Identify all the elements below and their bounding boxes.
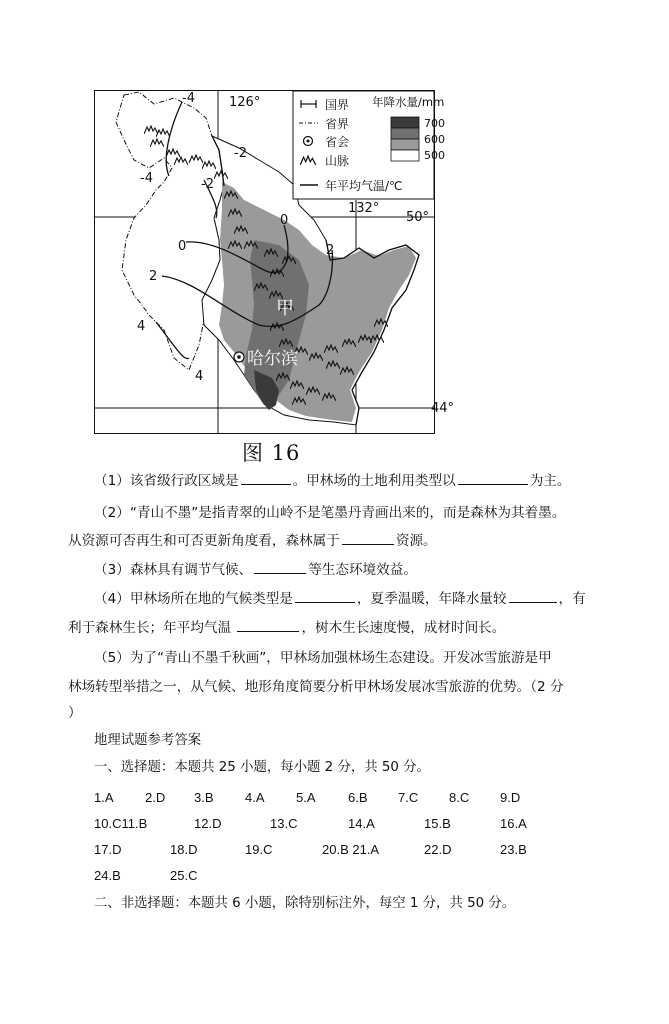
answer-item: 16.A: [500, 816, 527, 831]
legend-precip-600: 600: [424, 133, 445, 146]
answer-item: 12.D: [194, 816, 222, 831]
answer-blank[interactable]: [509, 588, 557, 603]
place-label-jia: 甲: [276, 298, 294, 319]
question-1-text-b: 。甲林场的土地利用类型以: [292, 473, 456, 489]
figure-caption: 图 16: [242, 441, 301, 465]
answer-blank[interactable]: [295, 588, 355, 603]
question-4-text-d: 利于森林生长；年平均气温: [68, 620, 236, 636]
answer-item: 4.A: [245, 790, 265, 805]
answer-row-2: [0, 816, 669, 834]
province-map: [94, 90, 454, 434]
question-3-text-a: （3）森林具有调节气候、: [94, 562, 253, 578]
isotherm-label-b: -2: [234, 146, 247, 161]
answer-item: 24.B: [94, 868, 121, 883]
answer-key-section-2: 二、非选择题：本题共 6 小题，除特别标注外，每空 1 分，共 50 分。: [94, 896, 516, 911]
question-1: [94, 470, 571, 492]
isotherm-label-d: -2: [201, 177, 214, 192]
answer-item: 13.C: [270, 816, 298, 831]
question-5-line-1: （5）为了“青山不墨千秋画”，甲林场加强林场生态建设。开发冰雪旅游是甲: [94, 650, 552, 666]
question-4-text-a: （4）甲林场所在地的气候类型是: [94, 591, 293, 607]
question-5-line-2: 林场转型举措之一，从气候、地形角度简要分析甲林场发展冰雪旅游的优势。（2 分: [68, 679, 564, 695]
answer-item: 10.C11.B: [94, 816, 148, 831]
answer-row-4: [0, 868, 669, 886]
question-2-line-1: （2）“青山不墨”是指青翠的山岭不是笔墨丹青画出来的，而是森林为其着墨。: [94, 505, 566, 521]
isotherm-label-f: 0: [178, 239, 187, 254]
lon-label-126: 126°: [229, 95, 261, 110]
question-2-line-2: [68, 530, 437, 552]
answer-key-title: 地理试题参考答案: [94, 733, 202, 748]
answer-item: 17.D: [94, 842, 122, 857]
isotherm-label-h: 2: [149, 269, 158, 284]
answer-item: 14.A: [348, 816, 375, 831]
answer-item: 22.D: [424, 842, 452, 857]
answer-item: 18.D: [170, 842, 198, 857]
legend-capital-label: 省会: [325, 135, 350, 149]
answer-row-1: [0, 790, 669, 808]
isotherm-label-a: -4: [182, 91, 195, 106]
question-4-line-1: [94, 588, 586, 610]
question-3: [94, 559, 417, 581]
question-4-text-e: ，树木生长速度慢，成材时间长。: [301, 620, 506, 636]
isotherm-label-i: 4: [137, 319, 146, 334]
map-svg: [94, 90, 454, 434]
answer-key-section-1: 一、选择题：本题共 25 小题，每小题 2 分，共 50 分。: [94, 760, 430, 775]
answer-blank[interactable]: [237, 617, 299, 632]
isotherm-label-g: 2: [326, 243, 335, 258]
answer-blank[interactable]: [342, 530, 394, 545]
legend-precip-500: 500: [424, 149, 445, 162]
answer-row-3: [0, 842, 669, 860]
answer-item: 5.A: [296, 790, 316, 805]
question-3-text-b: 等生态环境效益。: [308, 562, 417, 578]
lat-label-44: 44°: [430, 401, 454, 416]
lon-label-132: 132°: [348, 201, 380, 216]
question-4-text-b: ，夏季温暖，年降水量较: [356, 591, 507, 607]
question-2-text-b: 资源。: [395, 533, 437, 549]
answer-blank[interactable]: [254, 559, 306, 574]
answer-item: 8.C: [449, 790, 470, 805]
legend-isotherm-label: 年平均气温/℃: [325, 179, 403, 193]
question-1-text-c: 为主。: [529, 473, 571, 489]
question-2-text-a: 从资源可否再生和可否更新角度看，森林属于: [68, 533, 340, 549]
question-1-text-a: （1）该省级行政区域是: [94, 473, 239, 489]
answer-item: 15.B: [424, 816, 451, 831]
legend-country-border-label: 国界: [325, 98, 350, 112]
lat-label-50: 50°: [405, 210, 429, 225]
question-4-text-c: ，有: [558, 591, 586, 607]
answer-item: 23.B: [500, 842, 527, 857]
legend-province-border-label: 省界: [325, 117, 350, 131]
answer-item: 20.B 21.A: [322, 842, 380, 857]
legend-precip-title: 年降水量/mm: [372, 95, 445, 109]
place-label-harbin: 哈尔滨: [247, 349, 298, 369]
isotherm-label-j: 4: [195, 369, 204, 384]
harbin-capital-symbol: [234, 352, 244, 362]
answer-item: 6.B: [348, 790, 368, 805]
answer-blank[interactable]: [241, 470, 291, 485]
isotherm-label-e: 0: [280, 213, 289, 228]
answer-item: 2.D: [145, 790, 166, 805]
answer-item: 25.C: [170, 868, 198, 883]
answer-item: 1.A: [94, 790, 114, 805]
answer-item: 9.D: [500, 790, 521, 805]
answer-blank[interactable]: [458, 470, 528, 485]
question-5-line-3: ）: [68, 705, 82, 721]
question-4-line-2: [68, 617, 505, 639]
answer-item: 19.C: [245, 842, 273, 857]
legend-mountain-label: 山脉: [325, 154, 350, 168]
legend-precip-700: 700: [424, 117, 445, 130]
answer-item: 3.B: [194, 790, 214, 805]
answer-item: 7.C: [398, 790, 419, 805]
isotherm-label-c: -4: [140, 171, 153, 186]
